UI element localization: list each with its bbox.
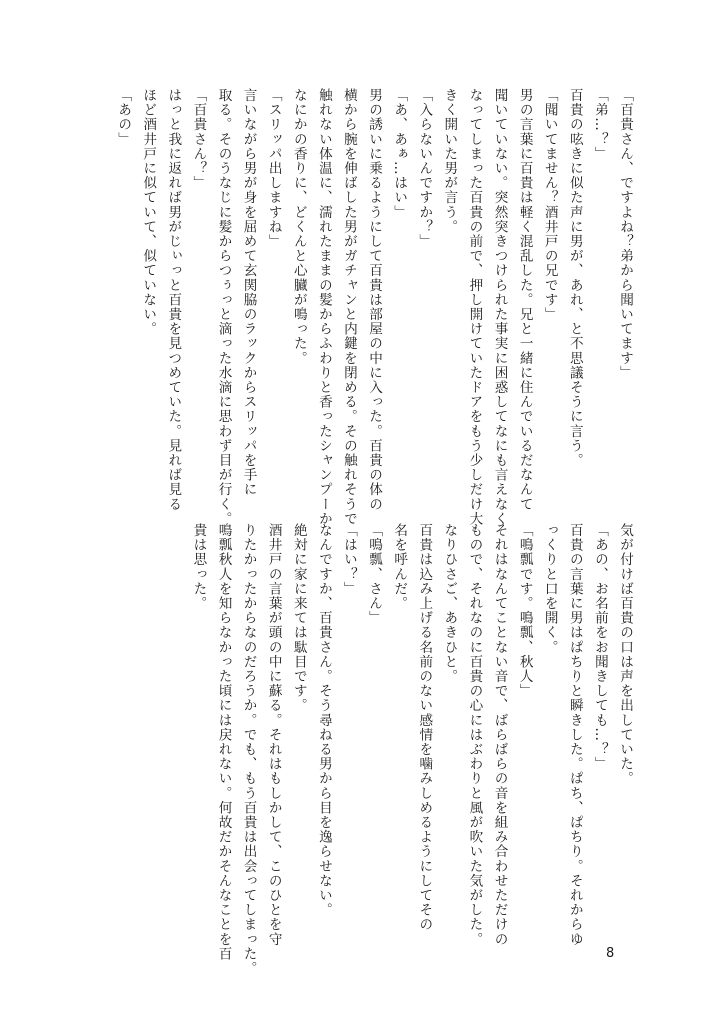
text-line: 男の言葉に百貴は軽く混乱した。兄と一緒に住んでいるだなんて (516, 88, 533, 512)
text-line: 気が付けば百貴の口は声を出していた。 (617, 523, 633, 786)
text-line: 触れない体温に、濡れたままの髪からふわりと香ったシャンプーか (315, 88, 332, 526)
text-line: 名を呼んだ。 (391, 523, 408, 611)
text-line: 「鳴瓢、さん」 (366, 523, 383, 626)
text-line: きく開いた男が言う。 (441, 88, 458, 234)
text-line: なにかの香りに、どくんと心臓が鳴った。 (290, 88, 307, 366)
text-line: 「入らないんですか？」 (416, 88, 433, 249)
text-line: 百貴は込み上げる名前のない感情を噛みしめるようにしてその (416, 523, 433, 932)
text-line: 「スリッパ出しますね」 (265, 88, 282, 249)
text-line: 絶対に家に来ては駄目です。 (290, 523, 307, 713)
text-line: 「あ、あぁ…はい」 (391, 88, 408, 220)
lower-text-block (187, 523, 637, 976)
text-line: 「あの、お名前をお聞きしても…？」 (591, 523, 608, 772)
text-line: 酒井戸の言葉が頭の中に蘇る。それはもしかして、このひとを守 (265, 523, 282, 947)
text-line: 貴は思った。 (190, 523, 207, 611)
text-line: それはなんてことない音で、ばらばらの音を組み合わせただけの (491, 523, 508, 947)
text-line: 「弟…？」 (591, 88, 608, 161)
text-line: 聞いていない。突然突きつけられた事実に困惑してなにも言えなく (491, 88, 508, 526)
text-line: 「聞いてません？酒井戸の兄です」 (541, 88, 558, 322)
text-line: はっと我に返れば男がじぃっと百貴を見つめていた。見れば見る (165, 88, 182, 512)
upper-text-block (77, 88, 637, 526)
text-line: 「はい？」 (340, 523, 357, 596)
text-line: 取る。そのうなじに髪からつぅっと滴った水滴に思わず目が行く。 (215, 88, 232, 526)
text-line: 百貴の呟きに似た声に男が、あれ、と不思議そうに言う。 (566, 88, 583, 468)
text-line: 「百貴さん？」 (190, 88, 207, 191)
text-line: 「あの」 (115, 88, 132, 147)
text-line: もので、それなのに百貴の心にはぶわりと風が吹いた気がした。 (466, 523, 483, 947)
text-line: なりひさご、あきひと。 (441, 523, 458, 684)
text-line: 「鳴瓢です。鳴瓢、秋人」 (516, 523, 533, 699)
text-line: 百貴の言葉に男はぱちりと瞬きした。ぱち、ぱちり。それからゆ (566, 523, 583, 947)
text-line: 鳴瓢秋人を知らなかった頃には戻れない。何故だかそんなことを百 (215, 523, 232, 961)
text-line: 「百貴さん、ですよね？弟から聞いてます」 (617, 88, 633, 380)
text-line: りたかったからなのだろうか。でも、もう百貴は出会ってしまった。 (240, 523, 257, 976)
text-line: なんですか、百貴さん。そう尋ねる男から目を逸らせない。 (315, 523, 332, 918)
text-line: なってしまった百貴の前で、押し開けていたドアをもう少しだけ大 (466, 88, 483, 526)
text-line: 横から腕を伸ばした男がガチャンと内鍵を閉める。その触れそうで (340, 88, 357, 526)
text-line: っくりと口を開く。 (541, 523, 558, 655)
text-line: 言いながら男が身を屈めて玄関脇のラックからスリッパを手に (240, 88, 257, 497)
text-line: 男の誘いに乗るようにして百貴は部屋の中に入った。百貴の体の (366, 88, 383, 512)
page-number: 8 (606, 946, 615, 961)
text-line: ほど酒井戸に似ていて、似ていない。 (140, 88, 157, 337)
